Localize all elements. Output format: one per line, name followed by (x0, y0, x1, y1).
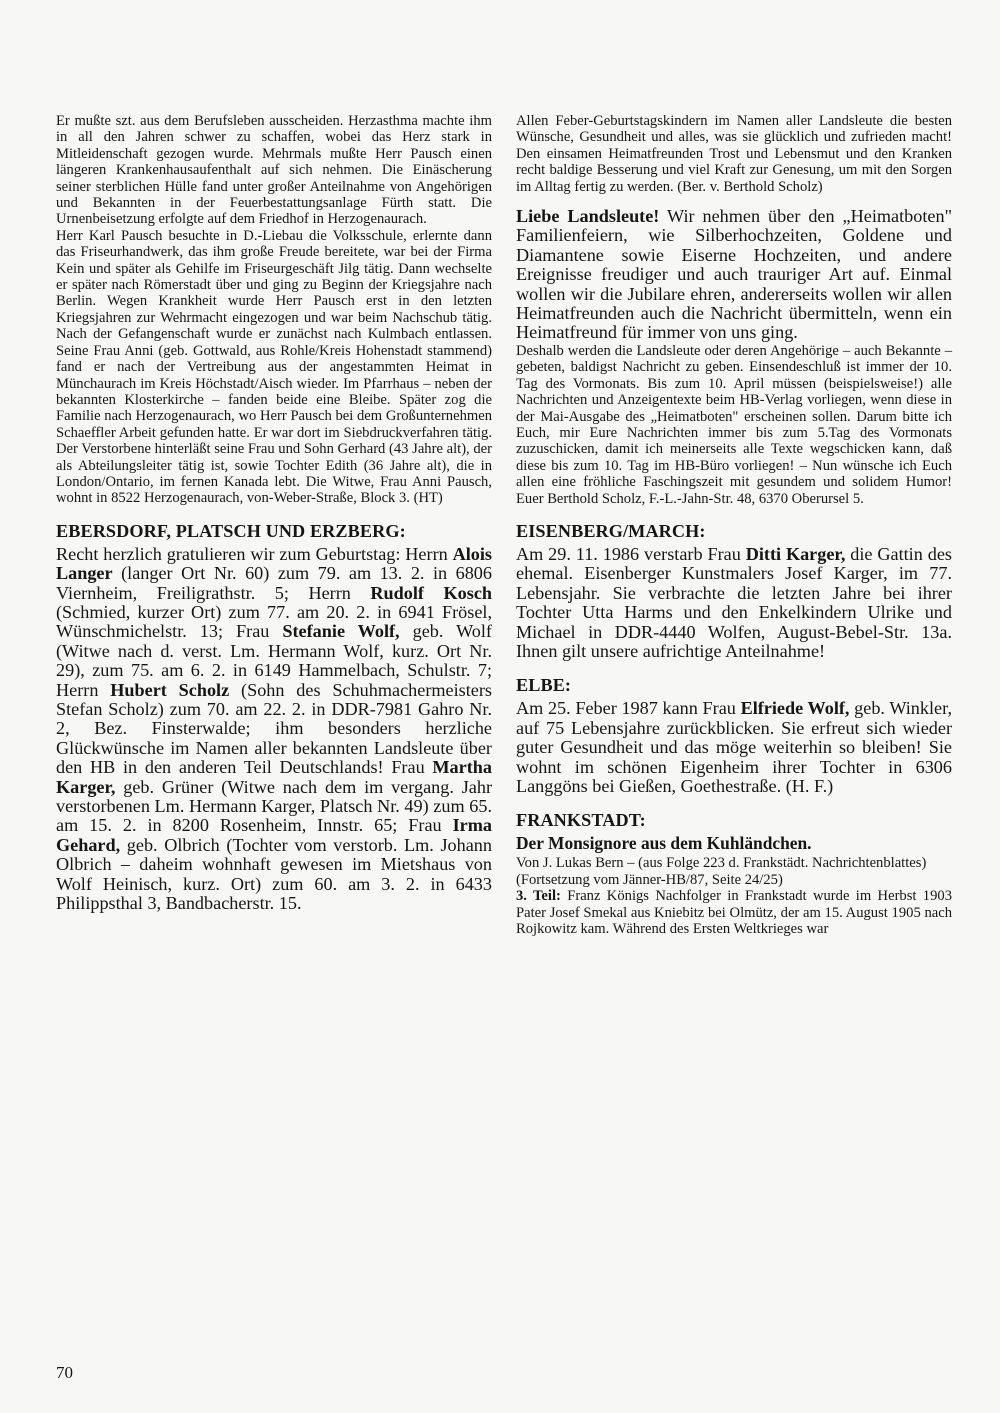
section-heading-frankstadt: FRANKSTADT: (516, 810, 646, 831)
article-body: 3. Teil: Franz Königs Nachfolger in Frankstadt wurde im Herbst 1903 Pater Josef Smekal aus Kniebitz bei Olmütz, der am 15. August 1905 nach Rojkowitz kam. Während des Ersten Weltkrieges war (516, 888, 952, 938)
section-heading-eisenberg: EISENBERG/MARCH: (516, 520, 706, 541)
left-column (56, 113, 492, 913)
right-column (516, 113, 952, 937)
elbe-paragraph: Am 25. Feber 1987 kann Frau Elfriede Wolf, geb. Winkler, auf 75 Lebensjahre zurückblicken. Sie erfreut sich wieder guter Gesundheit und das möge weiterhin so bleiben! Sie wohnt im schönen Eigenheim ihrer Tochter in 6306 Langgöns bei Gießen, Goethestraße. (H. F.) (516, 698, 952, 796)
person-name: Alois Langer (56, 543, 492, 584)
person-name: Elfriede Wolf, (740, 698, 850, 719)
person-name: Irma Gehard, (56, 815, 492, 855)
page-number: 70 (56, 1363, 73, 1382)
section-heading-elbe: ELBE: (516, 675, 572, 696)
person-name: Ditti Karger, (745, 543, 846, 564)
appeal-paragraph: Liebe Landsleute! Wir nehmen über den „Heimatboten" Familienfeiern, wie Silberhochzeiten, Goldene und Diamantene sowie Eiserne Hochzeiten, und andere Ereignisse freudiger und auch trauriger Art auf. Einmal wollen wir die Jubilare ehren, andererseits wollen wir allen Heimatfreunden auch die Nachricht übermitteln, wenn ein Heimatfreund für immer von uns ging. (516, 206, 952, 343)
eisenberg-paragraph: Am 29. 11. 1986 verstarb Frau Ditti Karger, die Gattin des ehemal. Eisenberger Kunstmalers Josef Karger, im 77. Lebensjahr. Sie verbrachte die letzten Jahre bei ihrer Tochter Utta Harms und den Enkelkindern Ulrike und Michael in DDR-4440 Wolfen, August-Bebel-Str. 13a. Ihnen gilt unsere aufrichtige Anteilnahme! (516, 543, 952, 661)
obituary-paragraph: Er mußte szt. aus dem Berufsleben ausscheiden. Herzasthma machte ihm in all den Jahren schwer zu schaffen, wobei das Herz stark in Mitleidenschaft gezogen wurde. Mehrmals mußte Herr Pausch einen längeren Krankenhausaufenthalt auf sich nehmen. Die Einäscherung seiner sterblichen Hülle fand unter großer Anteilnahme von Angehörigen und Bekannten in der Feuerbestattungsanlage Fürth statt. Die Urnenbeisetzung erfolgte auf dem Friedhof in Herzogenaurach. (56, 113, 492, 228)
obituary-biography-paragraph: Herr Karl Pausch besuchte in D.-Liebau die Volksschule, erlernte dann das Friseurhandwerk, das ihm große Freude bereitete, war bei der Firma Kein und später als Gehilfe im Friseurgeschäft Jilg tätig. Dann wechselte er später nach Römerstadt über und ging zu Beginn der Kriegsjahre nach Berlin. Wegen Krankheit wurde Herr Pausch erst in den letzten Kriegsjahren zur Wehrmacht eingezogen und war beim Nachschub tätig. Nach der Gefangenschaft wurde er zunächst nach Kulmbach entlassen. Seine Frau Anni (geb. Gottwald, aus Rohle/Kreis Hohenstadt stammend) fand er nach der Vertreibung aus der angestammten Heimat in Münchaurach im Kreis Höchstadt/Aisch wieder. Im Pfarrhaus – neben der bekannten Klosterkirche – fanden beide eine Bleibe. Später zog die Familie nach Herzogenaurach, wo Herr Pausch bei dem Großunternehmen Schaeffler Arbeit gefunden hatte. Er war dort im Siebdruckverfahren tätig. Der Verstorbene hinterläßt seine Frau und Sohn Gerhard (43 Jahre alt), der als Abteilungsleiter tätig ist, sowie Tochter Edith (36 Jahre alt), die in London/Ontario, im fernen Kanada lebt. Die Witwe, Frau Anni Pausch, wohnt in 8522 Herzogenaurach, von-Weber-Straße, Block 3. (HT) (56, 227, 492, 507)
article-continuation-note: (Fortsetzung vom Jänner-HB/87, Seite 24/25) (516, 871, 783, 888)
section-heading-ebersdorf: EBERSDORF, PLATSCH UND ERZBERG: (56, 520, 406, 541)
appeal-lead: Liebe Landsleute! (516, 206, 660, 227)
person-name: Martha Karger, (56, 757, 492, 797)
wishes-paragraph: Allen Feber-Geburtstagskindern im Namen aller Landsleute die besten Wünsche, Gesundheit und alles, was sie glücklich und zufrieden macht! Den einsamen Heimatfreunden Trost und Lebensmut und den Kranken recht baldige Besserung und viel Kraft zur Genesung, um mit den Sorgen im Alltag fertig zu werden. (Ber. v. Berthold Scholz) (516, 113, 952, 195)
person-name: Rudolf Kosch (370, 582, 493, 603)
person-name: Stefanie Wolf, (282, 621, 400, 642)
article-source: Von J. Lukas Bern – (aus Folge 223 d. Frankstädt. Nachrichtenblattes) (516, 855, 927, 872)
part-label: 3. Teil: (516, 888, 561, 905)
appeal-details-paragraph: Deshalb werden die Landsleute oder deren Angehörige – auch Bekannte – gebeten, baldigst Nachricht zu geben. Einsendeschluß ist immer der 10. Tag des Vormonats. Bis zum 10. April müssen (beispielsweise!) alle Nachrichten und Anzeigentexte beim HB-Verlag vorliegen, wenn diese in der Mai-Ausgabe des „Heimatboten" erscheinen sollen. Darum bitte ich Euch, mir Eure Nachrichten immer bis zum 5.Tag des Vormonats zuzuschicken, damit ich meinerseits alle Texte wegschicken kann, daß diese bis zum 10. Tag im HB-Büro vorliegen! – Nun wünsche ich Euch allen eine fröhliche Faschingszeit mit gesundem und solidem Humor! Euer Berthold Scholz, F.-L.-Jahn-Str. 48, 6370 Oberursel 5. (516, 342, 952, 507)
birthday-list-paragraph: Recht herzlich gratulieren wir zum Geburtstag: Herrn Alois Langer (langer Ort Nr. 60) zum 79. am 13. 2. in 6806 Viernheim, Freiligrathstr. 5; Herrn Rudolf Kosch (Schmied, kurzer Ort) zum 77. am 20. 2. in 6941 Frösel, Wünschmichelstr. 13; Frau Stefanie Wolf, geb. Wolf (Witwe nach d. verst. Lm. Hermann Wolf, kurz. Ort Nr. 29), zum 75. am 6. 2. in 6149 Hammelbach, Schulstr. 7; Herrn Hubert Scholz (Sohn des Schuhmachermeisters Stefan Scholz) zum 70. am 22. 2. in DDR-7981 Gahro Nr. 2, Bez. Finsterwalde; ihm besonders herzliche Glückwünsche im Namen aller bekannten Landsleute über den HB in den anderen Teil Deutschlands! Frau Martha Karger, geb. Grüner (Witwe nach dem im vergang. Jahr verstorbenen Lm. Hermann Karger, Platsch Nr. 49) zum 65. am 15. 2. in 8200 Rosenheim, Innstr. 65; Frau Irma Gehard, geb. Olbrich (Tochter vom verstorb. Lm. Johann Olbrich – daheim wohnhaft gewesen im Mietshaus von Wolf Heinisch, kurz. Ort) zum 60. am 3. 2. in 6433 Philippsthal 3, Bandbacherstr. 15. (56, 543, 493, 914)
article-subheading: Der Monsignore aus dem Kuhländchen. (516, 833, 812, 854)
person-name: Hubert Scholz (110, 679, 230, 700)
